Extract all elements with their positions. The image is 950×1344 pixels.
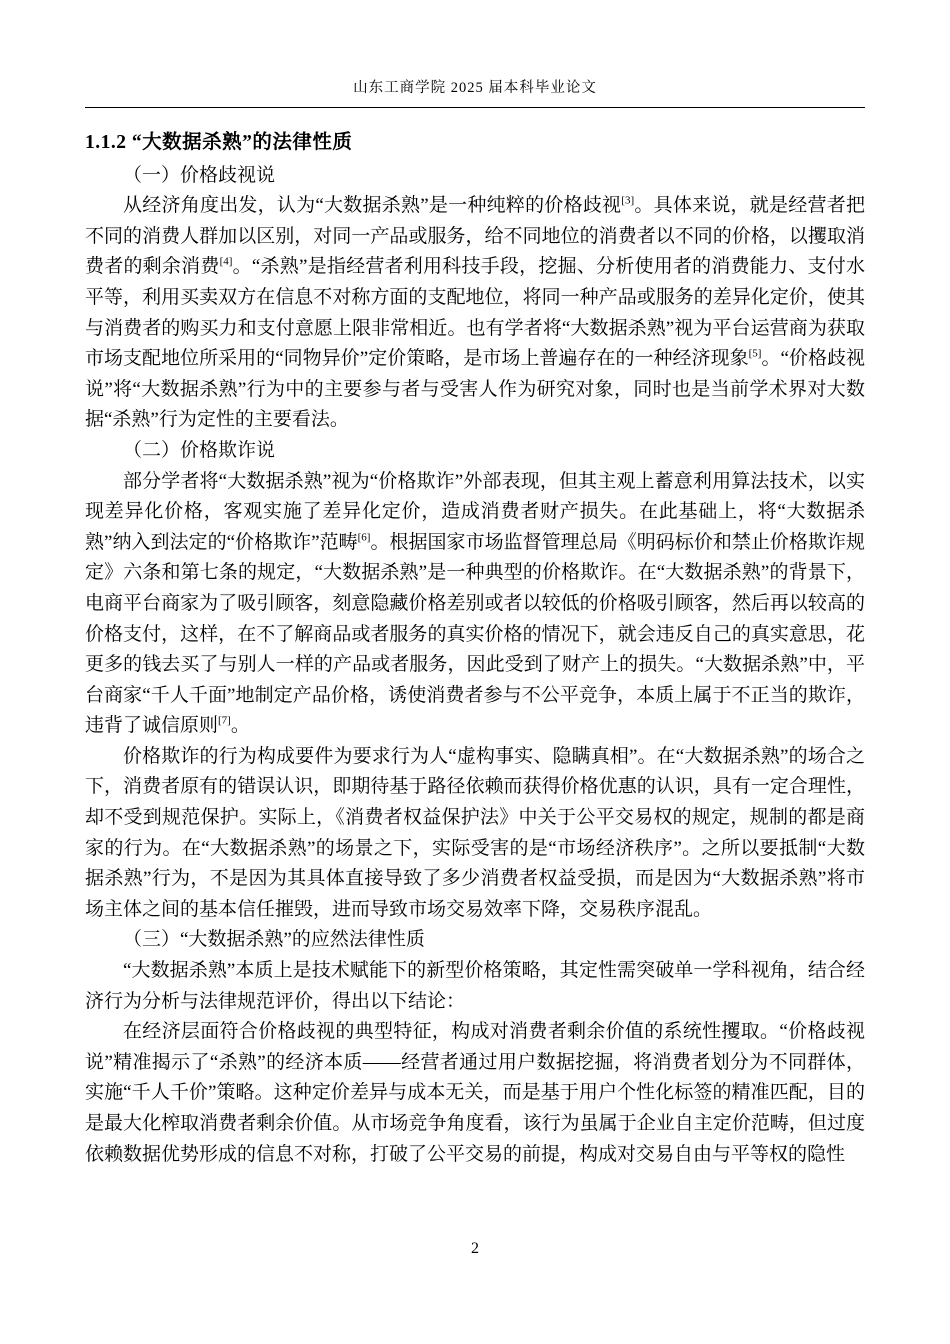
citation-marker: [3]: [621, 194, 635, 207]
citation-marker: [6]: [357, 531, 371, 544]
paragraph: 在经济层面符合价格歧视的典型特征，构成对消费者剩余价值的系统性攫取。“价格歧视说”精准揭示了“杀熟”的经济本质——经营者通过用户数据挖掘，将消费者划分为不同群体，实施“千人千价”策略。这种定价差异与成本无关，而是基于用户个性化标签的精准匹配，目的是最大化榨取消费者剩余价值。从市场竞争角度看，该行为虽属于企业自主定价范畴，但过度依赖数据优势形成的信息不对称，打破了公平交易的前提，构成对交易自由与平等权的隐性: [85, 1021, 865, 1165]
subsection-heading: （三）“大数据杀熟”的应然法律性质: [123, 929, 425, 951]
paragraph: 价格欺诈的行为构成要件为要求行为人“虚构事实、隐瞒真相”。在“大数据杀熟”的场合之下，消费者原有的错误认识，即期待基于路径依赖而获得价格优惠的认识，具有一定合理性，却不受到规范保护。实际上，《消费者权益保护法》中关于公平交易权的规定，规制的都是商家的行为。在“大数据杀熟”的场景之下，实际受害的是“市场经济秩序”。之所以要抵制“大数据杀熟”行为，不是因为其具体直接导致了多少消费者权益受损，而是因为“大数据杀熟”将市场主体之间的基本信任摧毁，进而导致市场交易效率下降，交易秩序混乱。: [85, 745, 865, 920]
page-footer: [0, 1240, 950, 1258]
header-title: 山东工商学院 2025 届本科毕业论文: [353, 80, 597, 96]
paragraph: “大数据杀熟”本质上是技术赋能下的新型价格策略，其定性需突破单一学科视角，结合经济行为分析与法律规范评价，得出以下结论：: [85, 960, 865, 1012]
citation-marker: [5]: [748, 347, 762, 360]
page-number: 2: [471, 1240, 479, 1257]
subsection-heading: （二）价格欺诈说: [123, 439, 276, 461]
paragraph: 从经济角度出发，认为“大数据杀熟”是一种纯粹的价格歧视[3]。具体来说，就是经营者把不同的消费人群加以区别，对同一产品或服务，给不同地位的消费者以不同的价格，以攫取消费者的剩余消费[4]。“杀熟”是指经营者利用科技手段，挖掘、分析使用者的消费能力、支付水平等，利用买卖双方在信息不对称方面的支配地位，将同一种产品或服务的差异化定价，使其与消费者的购买力和支付意愿上限非常相近。也有学者将“大数据杀熟”视为平台运营商为获取市场支配地位所采用的“同物异价”定价策略，是市场上普遍存在的一种经济现象[5]。“价格歧视说”将“大数据杀熟”行为中的主要参与者与受害人作为研究对象，同时也是当前学术界对大数据“杀熟”行为定性的主要看法。: [85, 194, 865, 431]
page-header: [85, 76, 865, 108]
paragraph: 部分学者将“大数据杀熟”视为“价格欺诈”外部表现，但其主观上蓄意利用算法技术，以实现差异化价格，客观实施了差异化定价，造成消费者财产损失。在此基础上，将“大数据杀熟”纳入到法定的“价格欺诈”范畴[6]。根据国家市场监督管理总局《明码标价和禁止价格欺诈规定》六条和第七条的规定，“大数据杀熟”是一种典型的价格欺诈。在“大数据杀熟”的背景下，电商平台商家为了吸引顾客，刻意隐藏价格差别或者以较低的价格吸引顾客，然后再以较高的价格支付，这样，在不了解商品或者服务的真实价格的情况下，就会违反自己的真实意思，花更多的钱去买了与别人一样的产品或者服务，因此受到了财产上的损失。“大数据杀熟”中，平台商家“千人千面”地制定产品价格，诱使消费者参与不公平竞争，本质上属于不正当的欺诈，违背了诚信原则[7]。: [85, 470, 865, 737]
section-heading: 1.1.2 “大数据杀熟”的法律性质: [85, 132, 353, 153]
content-blocks: [85, 161, 865, 1171]
citation-marker: [4]: [219, 256, 233, 269]
citation-marker: [7]: [218, 714, 231, 727]
content-area: [85, 128, 865, 1170]
subsection-heading: （一）价格歧视说: [123, 164, 276, 186]
